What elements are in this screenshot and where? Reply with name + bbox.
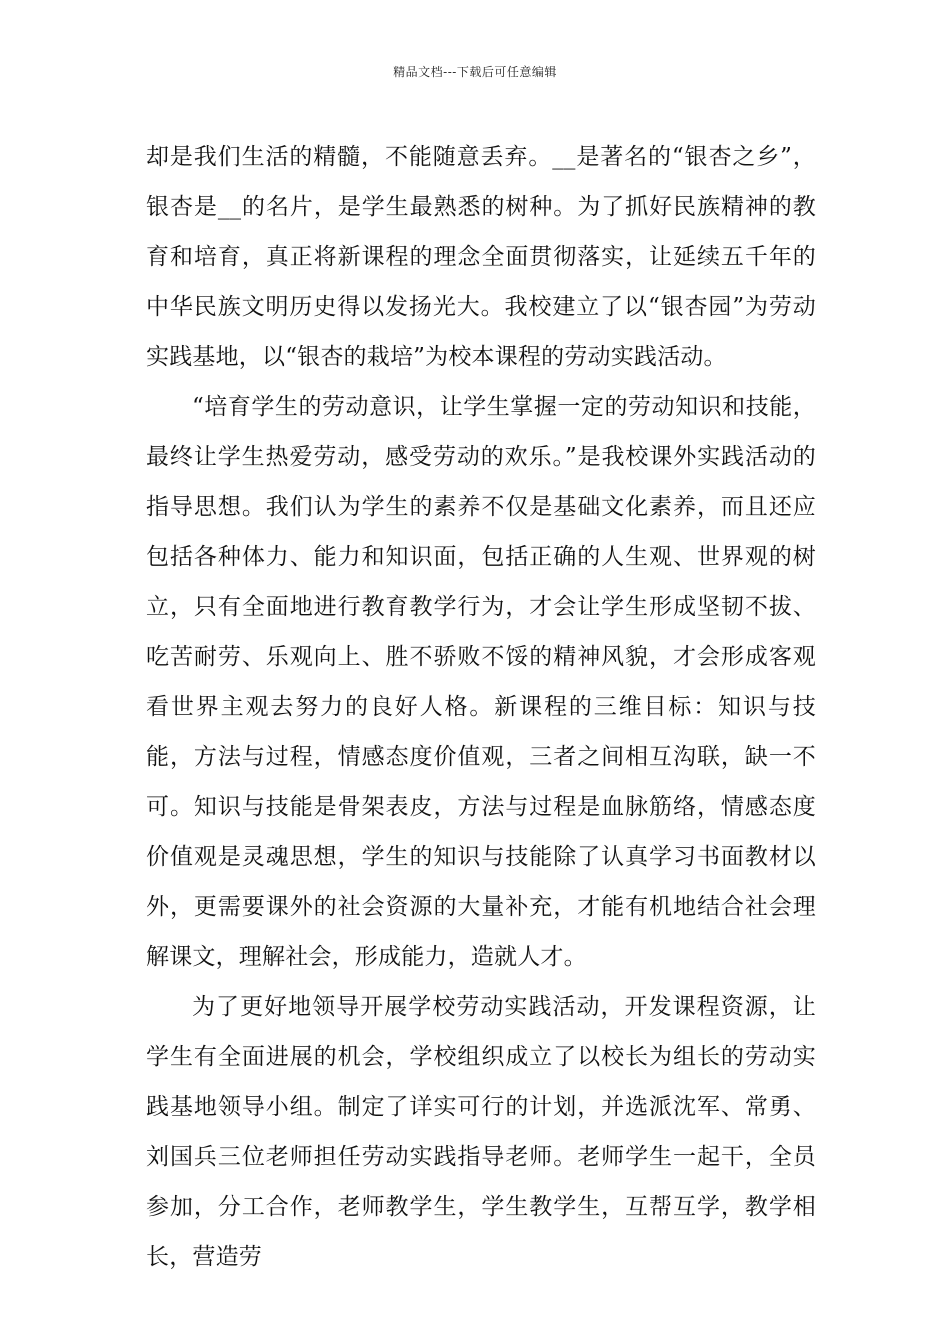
paragraph-2: “培育学生的劳动意识，让学生掌握一定的劳动知识和技能，最终让学生热爱劳动，感受劳动的欢乐。”是我校课外实践活动的指导思想。我们认为学生的素养不仅是基础文化素养，而且还应包括各种体力、能力和知识面，包括正确的人生观、世界观的树立，只有全面地进行教育教学行为，才会让学生形成坚韧不拔、吃苦耐劳、乐观向上、胜不骄败不馁的精神风貌，才会形成客观看世界主观去努力的良好人格。新课程的三维目标：知识与技能，方法与过程，情感态度价值观，三者之间相互沟联，缺一不可。知识与技能是骨架表皮，方法与过程是血脉筋络，情感态度价值观是灵魂思想，学生的知识与技能除了认真学习书面教材以外，更需要课外的社会资源的大量补充，才能有机地结合社会理解课文，理解社会，形成能力，造就人才。 (146, 394, 816, 970)
page-header: 精品文档---下载后可任意编辑 (393, 65, 557, 79)
document-body (146, 132, 816, 1282)
paragraph-1: 却是我们生活的精髓，不能随意丢弃。__是著名的“银杏之乡”，银杏是__的名片，是学生最熟悉的树种。为了抓好民族精神的教育和培育，真正将新课程的理念全面贯彻落实，让延续五千年的中华民族文明历史得以发扬光大。我校建立了以“银杏园”为劳动实践基地，以“银杏的栽培”为校本课程的劳动实践活动。 (146, 144, 816, 370)
paragraph-3: 为了更好地领导开展学校劳动实践活动，开发课程资源，让学生有全面进展的机会，学校组织成立了以校长为组长的劳动实践基地领导小组。制定了详实可行的计划，并选派沈军、常勇、刘国兵三位老师担任劳动实践指导老师。老师学生一起干，全员参加，分工合作，老师教学生，学生教学生，互帮互学，教学相长，营造劳 (146, 994, 816, 1270)
